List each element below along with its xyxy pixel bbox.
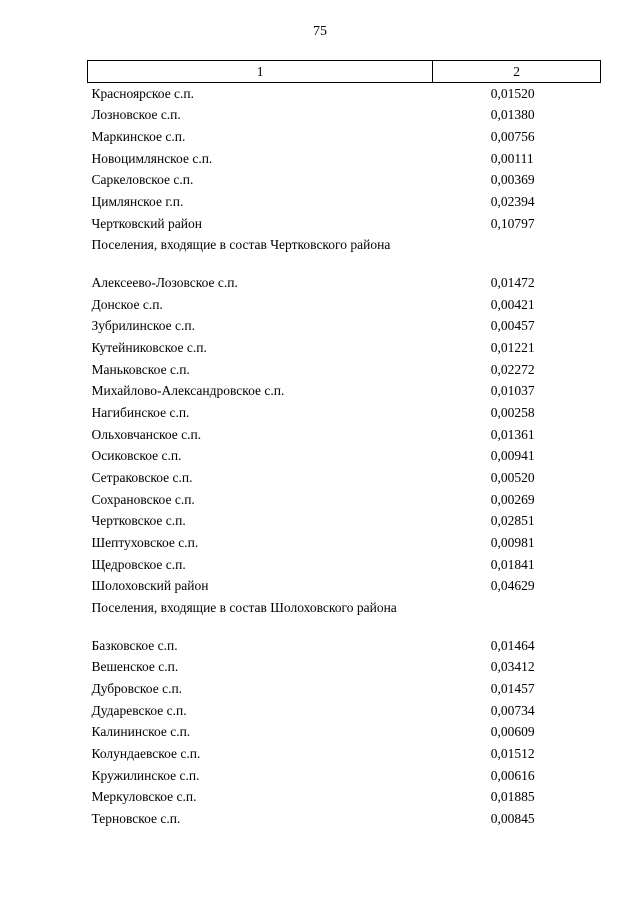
row-name: Донское с.п.: [91, 296, 163, 312]
table-row: [88, 808, 601, 830]
table-row: [88, 597, 601, 635]
table-row: [88, 148, 601, 170]
table-row: [88, 445, 601, 467]
row-name: Ольховчанское с.п.: [91, 426, 202, 442]
table-row: [88, 635, 601, 657]
table-row: [88, 700, 601, 722]
table-body: [88, 83, 601, 830]
table-row: [88, 234, 601, 272]
table-row: [88, 424, 601, 446]
table-row: [88, 315, 601, 337]
page-number: 75: [313, 24, 327, 39]
row-value: 0,00111: [490, 150, 534, 166]
row-value: 0,01380: [490, 107, 535, 123]
row-value: [433, 597, 601, 635]
row-name: Маркинское с.п.: [91, 128, 186, 144]
row-value: 0,01472: [490, 274, 535, 290]
row-value: 0,01457: [490, 681, 535, 696]
row-name: Калининское с.п.: [91, 724, 191, 740]
row-value: 0,01841: [490, 556, 535, 572]
table-row: [88, 721, 601, 743]
row-value: 0,02851: [490, 513, 535, 529]
table-row: [88, 786, 601, 808]
table-row: [88, 743, 601, 765]
row-name: Осиковское с.п.: [91, 448, 182, 464]
row-name: Красноярское с.п.: [91, 86, 195, 101]
row-name: Сохрановское с.п.: [91, 491, 195, 507]
row-name: Саркеловское с.п.: [91, 172, 194, 188]
table-header-row: [88, 61, 601, 83]
data-table: [87, 60, 601, 830]
row-value: 0,03412: [490, 659, 535, 675]
row-name: Маньковское с.п.: [91, 361, 190, 377]
table-row: [88, 169, 601, 191]
row-value: 0,00258: [490, 404, 535, 420]
row-name: Шептуховское с.п.: [91, 535, 199, 551]
table-row: [88, 489, 601, 511]
table-row: [88, 765, 601, 787]
row-name: Новоцимлянское с.п.: [91, 150, 213, 166]
row-value: 0,00609: [490, 724, 535, 740]
group-heading: Поселения, входящие в состав Чертковского района: [91, 237, 391, 253]
row-name: Меркуловское с.п.: [91, 789, 197, 805]
column-header-2: 2: [433, 61, 601, 83]
table-row: [88, 83, 601, 105]
table-row: [88, 678, 601, 700]
table-row: [88, 104, 601, 126]
row-name: Терновское с.п.: [91, 811, 181, 827]
row-value: 0,04629: [490, 578, 535, 594]
row-value: 0,00941: [490, 448, 535, 464]
row-value: 0,01221: [490, 339, 535, 355]
row-name: Чертковский район: [91, 215, 202, 231]
row-value: 0,01512: [490, 746, 535, 762]
table-row: [88, 359, 601, 381]
table-row: [88, 532, 601, 554]
row-name: Базковское с.п.: [91, 637, 178, 653]
row-value: 0,00369: [490, 172, 535, 188]
table-row: [88, 272, 601, 294]
table-row: [88, 554, 601, 576]
table-row: [88, 213, 601, 235]
row-name: Шолоховский район: [91, 578, 209, 594]
table-row: [88, 380, 601, 402]
row-name: Цимлянское г.п.: [91, 193, 184, 209]
row-name: Кружилинское с.п.: [91, 767, 200, 783]
table-row: [88, 402, 601, 424]
row-value: 0,02394: [490, 193, 535, 209]
table-row: [88, 656, 601, 678]
table-row: [88, 467, 601, 489]
row-value: 0,01520: [490, 86, 535, 101]
row-value: 0,00457: [490, 318, 535, 334]
row-value: 0,00756: [490, 128, 535, 144]
row-value: 0,01361: [490, 426, 535, 442]
row-value: 0,00734: [490, 702, 535, 718]
row-name: Сетраковское с.п.: [91, 470, 193, 485]
row-name: Дубровское с.п.: [91, 681, 183, 696]
table-row: [88, 575, 601, 597]
row-value: 0,00421: [490, 296, 535, 312]
column-header-1: 1: [88, 61, 433, 83]
table-row: [88, 510, 601, 532]
row-name: Зубрилинское с.п.: [91, 318, 195, 334]
row-name: Кутейниковское с.п.: [91, 339, 207, 355]
group-heading: Поселения, входящие в состав Шолоховского района: [91, 600, 397, 616]
row-name: Лозновское с.п.: [91, 107, 181, 123]
row-value: 0,02272: [490, 361, 535, 377]
row-value: 0,00845: [490, 811, 535, 827]
row-name: Чертковское с.п.: [91, 513, 186, 529]
row-name: Нагибинское с.п.: [91, 404, 190, 420]
row-value: 0,00616: [490, 767, 535, 783]
row-value: 0,10797: [490, 215, 535, 231]
row-value: 0,00269: [490, 491, 535, 507]
row-name: Щедровское с.п.: [91, 556, 186, 572]
row-value: 0,01037: [490, 383, 535, 399]
row-value: 0,00981: [490, 535, 535, 551]
row-value: 0,01885: [490, 789, 535, 805]
table-row: [88, 294, 601, 316]
row-value: [433, 234, 601, 272]
row-name: Вешенское с.п.: [91, 659, 179, 675]
row-value: 0,00520: [490, 470, 535, 485]
row-value: 0,01464: [490, 637, 535, 653]
row-name: Алексеево-Лозовское с.п.: [91, 274, 238, 290]
row-name: Колундаевское с.п.: [91, 746, 201, 762]
table-row: [88, 126, 601, 148]
row-name: Дударевское с.п.: [91, 702, 187, 718]
table-row: [88, 337, 601, 359]
row-name: Михайлово-Александровское с.п.: [91, 383, 285, 399]
table-row: [88, 191, 601, 213]
